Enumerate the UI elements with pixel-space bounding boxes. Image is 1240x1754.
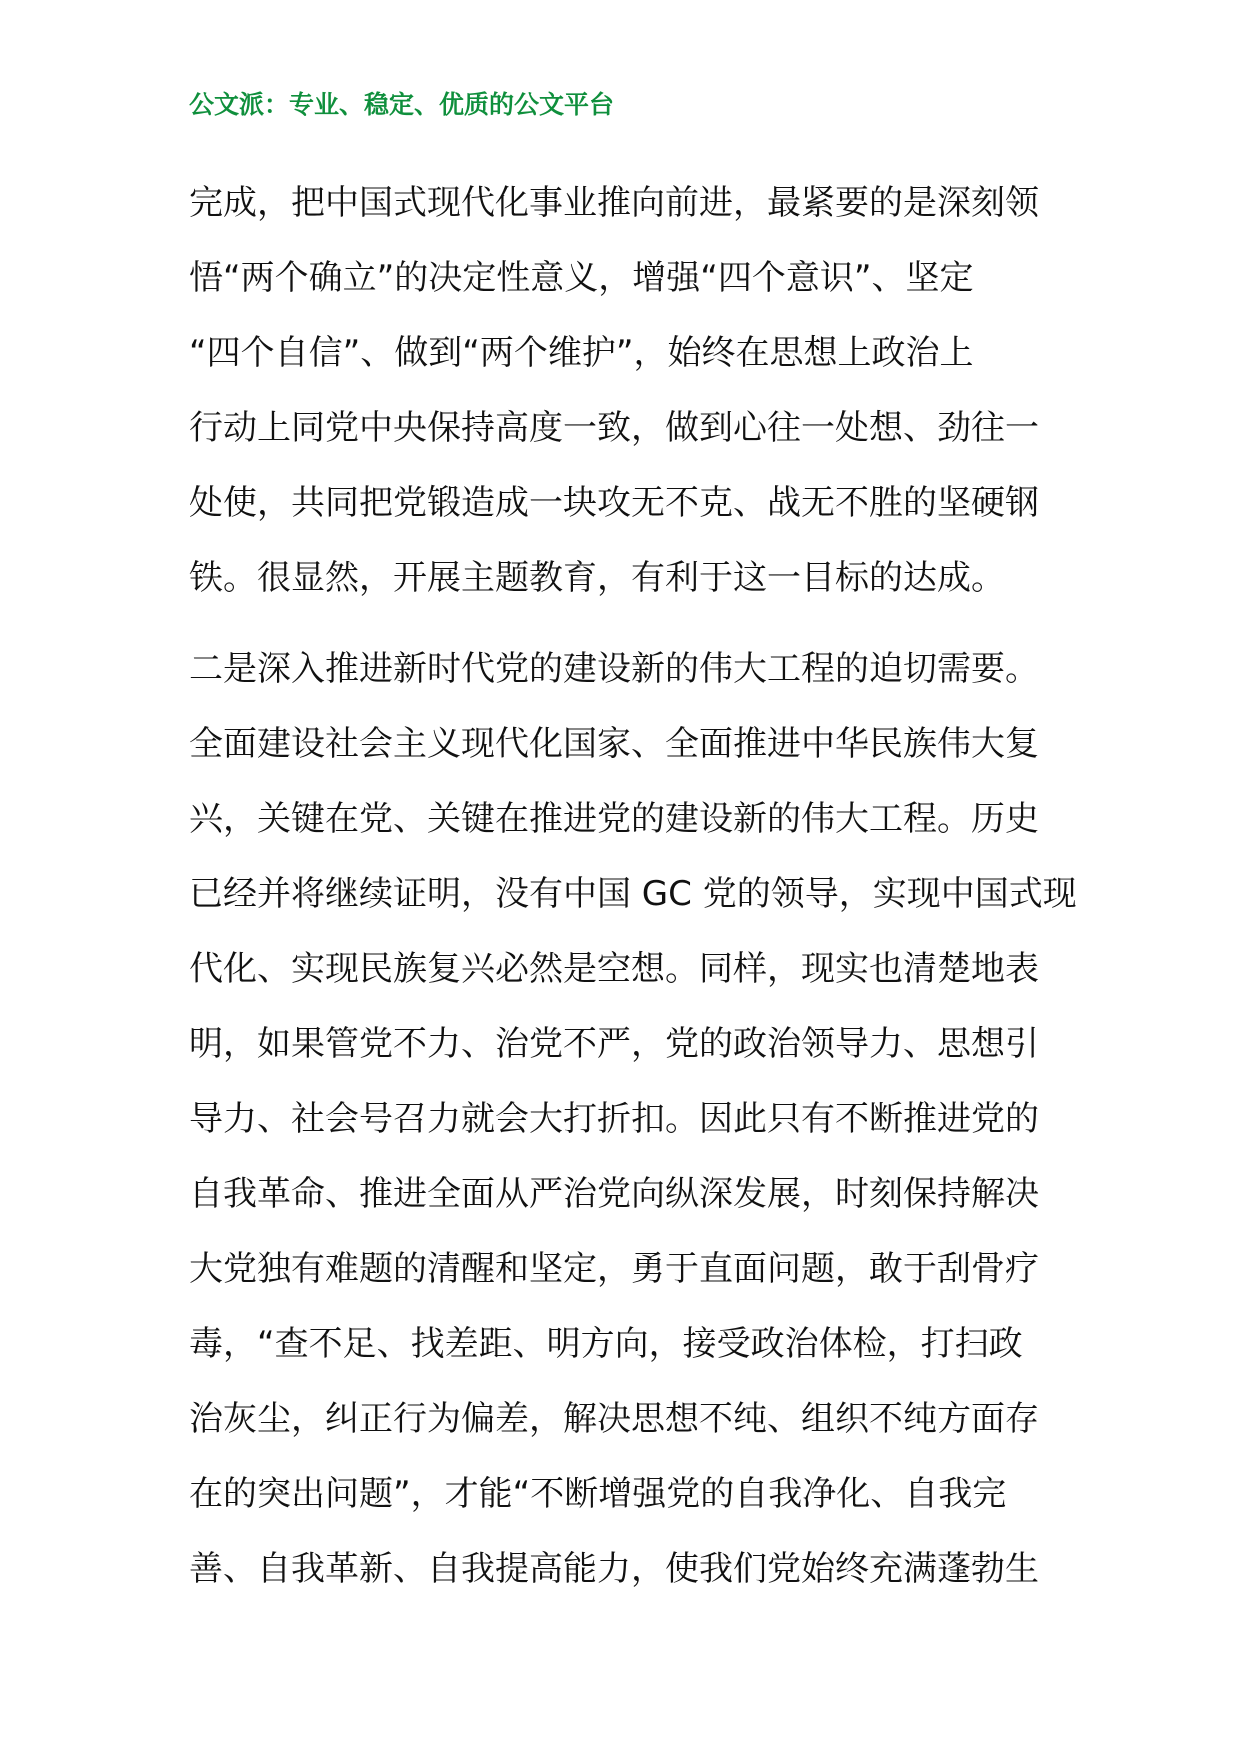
text-line: 兴，关键在党、关键在推进党的建设新的伟大工程。历史: [189, 799, 1039, 839]
document-body: [189, 166, 1077, 1607]
text-line: 处使，共同把党锻造成一块攻无不克、战无不胜的坚硬钢: [189, 483, 1039, 523]
text-line: 悟“两个确立”的决定性意义，增强“四个意识”、坚定: [189, 258, 974, 298]
text-line: 自我革命、推进全面从严治党向纵深发展，时刻保持解决: [189, 1174, 1039, 1214]
paragraph-2: [189, 632, 1077, 1607]
text-line: 毒，“查不足、找差距、明方向，接受政治体检，打扫政: [189, 1324, 1023, 1364]
text-line: 完成，把中国式现代化事业推向前进，最紧要的是深刻领: [189, 183, 1039, 223]
text-line: 在的突出问题”，才能“不断增强党的自我净化、自我完: [189, 1474, 1007, 1514]
text-line: 二是深入推进新时代党的建设新的伟大工程的迫切需要。: [189, 649, 1039, 689]
text-line: 善、自我革新、自我提高能力，使我们党始终充满蓬勃生: [189, 1549, 1039, 1589]
header-banner: 公文派：专业、稳定、优质的公文平台: [189, 90, 615, 119]
text-line: 代化、实现民族复兴必然是空想。同样，现实也清楚地表: [189, 949, 1039, 989]
text-line: 铁。很显然，开展主题教育，有利于这一目标的达成。: [189, 558, 1005, 598]
text-line: 已经并将继续证明，没有中国 GC 党的领导，实现中国式现: [189, 874, 1077, 914]
text-line: 全面建设社会主义现代化国家、全面推进中华民族伟大复: [189, 724, 1039, 764]
text-line: 行动上同党中央保持高度一致，做到心往一处想、劲往一: [189, 408, 1039, 448]
text-line: 大党独有难题的清醒和坚定，勇于直面问题，敢于刮骨疗: [189, 1249, 1039, 1289]
text-line: 导力、社会号召力就会大打折扣。因此只有不断推进党的: [189, 1099, 1039, 1139]
text-line: “四个自信”、做到“两个维护”，始终在思想上政治上: [189, 333, 974, 373]
text-line: 治灰尘，纠正行为偏差，解决思想不纯、组织不纯方面存: [189, 1399, 1039, 1439]
text-line: 明，如果管党不力、治党不严，党的政治领导力、思想引: [189, 1024, 1039, 1064]
paragraph-1: [189, 166, 1051, 616]
